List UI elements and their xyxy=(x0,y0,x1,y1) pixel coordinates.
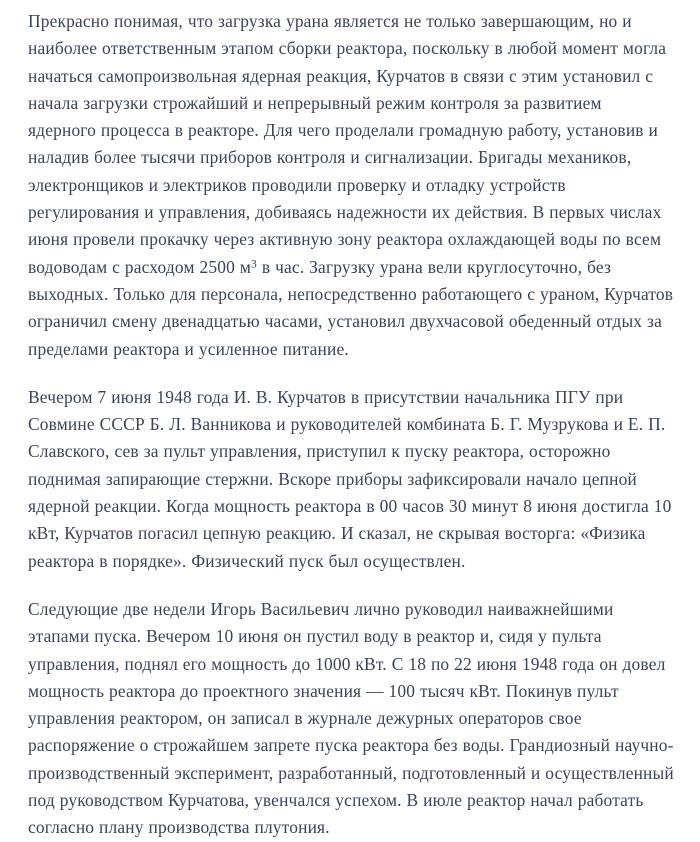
paragraph-1 xyxy=(28,8,674,363)
paragraph-1-text-after-superscript: в час. Загрузку урана вели круглосуточно, без выходных. Только для персонала, непосредственно работающего с ураном, Курчатов ограничил смену двенадцатью часами, установил двухчасовой обеденный отдых за пределами реактора и усиленное питание. xyxy=(28,256,674,359)
paragraph-3: Следующие две недели Игорь Васильевич лично руководил наиважнейшими этапами пуска. Вечером 10 июня он пустил воду в реактор и, сидя у пульта управления, поднял его мощность до 1000 кВт. С 18 по 22 июня 1948 года он довел мощность реактора до проектного значения — 100 тысяч кВт. Покинув пульт управления реактором, он записал в журнале дежурных операторов свое распоряжение о строжайшем запрете пуска реактора без воды. Грандиозный научно-производственный эксперимент, разработанный, подготовленный и осуществленный под руководством Курчатова, увенчался успехом. В июле реактор начал работать согласно плану производства плутония. xyxy=(28,598,674,838)
paragraph-1-text-before-superscript: Прекрасно понимая, что загрузка урана является не только завершающим, но и наиболее ответственным этапом сборки реактора, поскольку в любой момент могла начаться самопроизвольная ядерная реакция, Курчатов в связи с этим установил с начала загрузки строжайший и непрерывный режим контроля за развитием ядерного процесса в реакторе. Для чего проделали громадную работу, установив и наладив более тысячи приборов контроля и сигнализации. Бригады механиков, электронщиков и электриков проводили проверку и отладку устройств регулирования и управления, добиваясь надежности их действия. В первых числах июня провели прокачку через активную зону реактора охлаждающей воды по всем водоводам с расходом 2500 м xyxy=(28,11,667,277)
paragraph-2: Вечером 7 июня 1948 года И. В. Курчатов в присутствии начальника ПГУ при Совмине СССР Б. Л. Ванникова и руководителей комбината Б. Г. Музрукова и Е. П. Славского, сев за пульт управления, приступил к пуску реактора, осторожно поднимая запирающие стержни. Вскоре приборы зафиксировали начало цепной ядерной реакции. Когда мощность реактора в 00 часов 30 минут 8 июня достигла 10 кВт, Курчатов погасил цепную реакцию. И сказал, не скрывая восторга: «Физика реактора в порядке». Физический пуск был осуществлен. xyxy=(28,386,672,571)
cubic-meter-superscript: 3 xyxy=(251,258,257,271)
